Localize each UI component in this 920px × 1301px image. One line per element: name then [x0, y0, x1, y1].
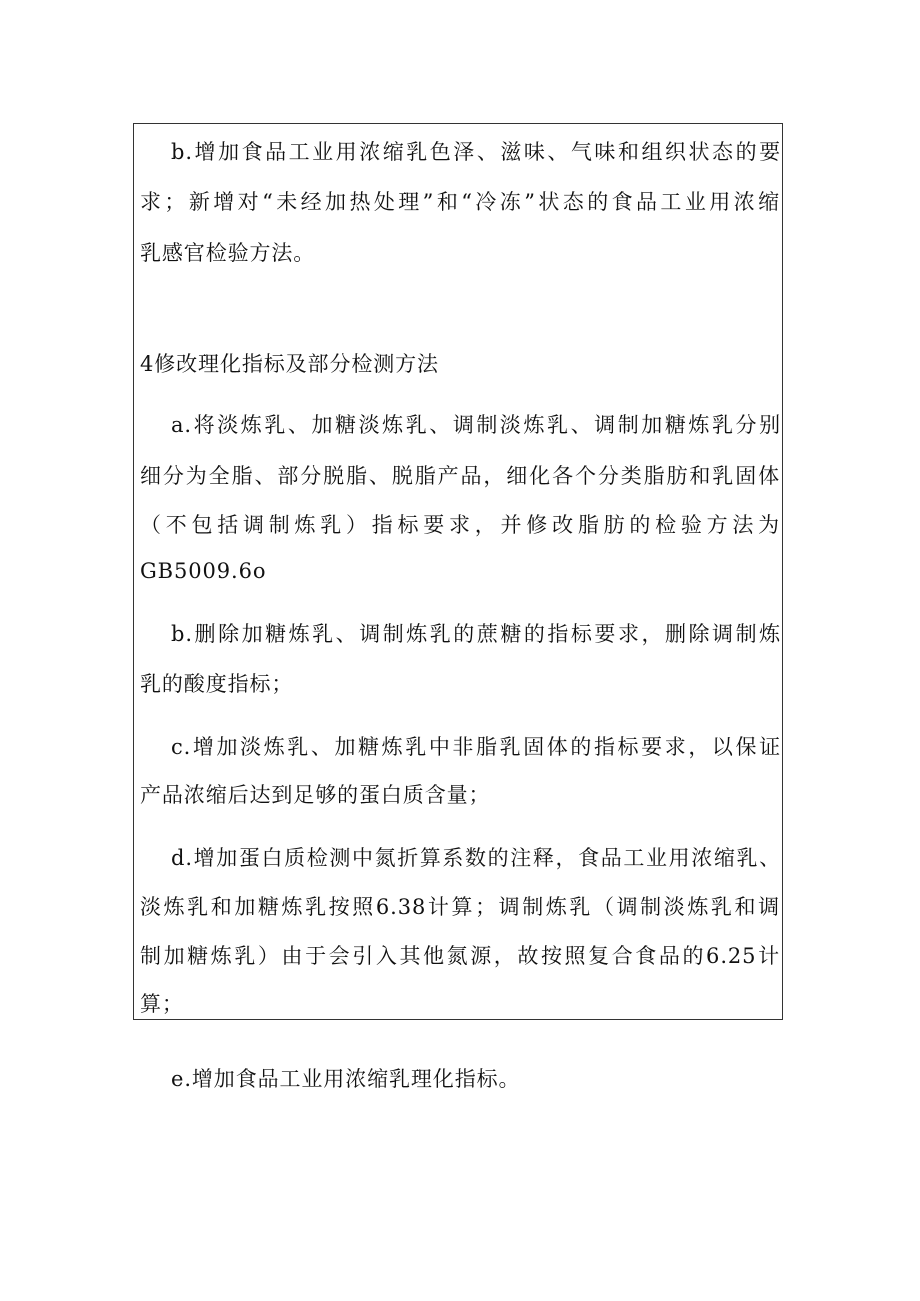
paragraph-d-line-4: 算； [140, 992, 184, 1016]
paragraph-e-line-1: e.增加食品工业用浓缩乳理化指标。 [171, 1067, 521, 1091]
paragraph-b-sensory-line-1: b.增加食品工业用浓缩乳色泽、滋味、气味和组织状态的要 [171, 140, 781, 164]
paragraph-b-sensory-line-3: 乳感官检验方法。 [140, 241, 316, 265]
paragraph-b-sensory-line-2: 求；新增对“未经加热处理”和“冷冻”状态的食品工业用浓缩 [140, 190, 780, 214]
paragraph-a-line-1: a.将淡炼乳、加糖淡炼乳、调制淡炼乳、调制加糖炼乳分别 [171, 413, 781, 437]
paragraph-d-line-3: 制加糖炼乳）由于会引入其他氮源，故按照复合食品的6.25计 [140, 944, 780, 968]
paragraph-c-line-2: 产品浓缩后达到足够的蛋白质含量； [140, 783, 491, 807]
paragraph-c-line-1: c.增加淡炼乳、加糖炼乳中非脂乳固体的指标要求，以保证 [171, 735, 781, 759]
paragraph-d-line-1: d.增加蛋白质检测中氮折算系数的注释，食品工业用浓缩乳、 [171, 846, 781, 870]
paragraph-b-line-1: b.删除加糖炼乳、调制炼乳的蔗糖的指标要求，删除调制炼 [171, 622, 781, 646]
paragraph-a-line-4: GB5009.6o [140, 559, 267, 583]
section-4-heading: 4修改理化指标及部分检测方法 [140, 352, 439, 376]
paragraph-a-line-3: （不包括调制炼乳）指标要求，并修改脂肪的检验方法为 [140, 513, 780, 537]
paragraph-a-line-2: 细分为全脂、部分脱脂、脱脂产品，细化各个分类脂肪和乳固体 [140, 464, 780, 488]
paragraph-b-line-2: 乳的酸度指标； [140, 672, 294, 696]
paragraph-d-line-2: 淡炼乳和加糖炼乳按照6.38计算；调制炼乳（调制淡炼乳和调 [140, 895, 780, 919]
